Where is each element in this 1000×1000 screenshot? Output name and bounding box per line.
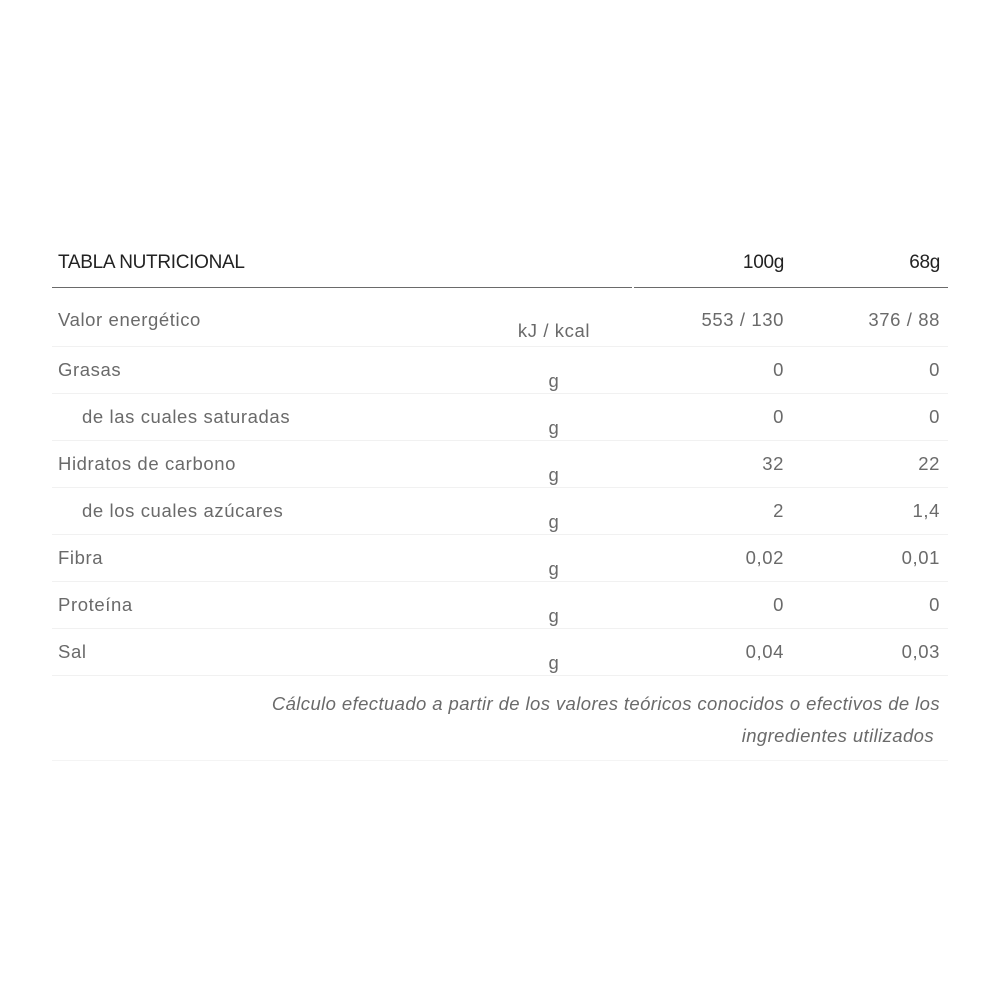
nutrient-name: Proteína [58, 594, 133, 615]
value-per-100g: 0,04 [745, 641, 784, 662]
table-header [52, 240, 948, 288]
value-per-68g: 0,03 [901, 641, 940, 662]
value-per-100g: 0,02 [745, 547, 784, 568]
footnote-line: ingredientes utilizados [741, 725, 934, 746]
table-row: Fibra g 0,02 0,01 [52, 535, 948, 582]
table-row: Valor energético kJ / kcal 553 / 130 376 / 88 [52, 288, 948, 347]
value-per-68g: 1,4 [912, 500, 940, 521]
column-header-68g: 68g [909, 252, 940, 273]
table-row: Grasas g 0 0 [52, 347, 948, 394]
value-per-100g: 0 [773, 594, 784, 615]
value-per-68g: 0,01 [901, 547, 940, 568]
table-row: Hidratos de carbono g 32 22 [52, 441, 948, 488]
value-per-100g: 32 [762, 453, 784, 474]
value-per-68g: 376 / 88 [868, 309, 940, 331]
nutrient-name: Grasas [58, 359, 122, 380]
value-per-68g: 0 [929, 406, 940, 427]
table-title: TABLA NUTRICIONAL [58, 252, 245, 273]
value-per-68g: 22 [918, 453, 940, 474]
value-per-68g: 0 [929, 594, 940, 615]
nutrient-name: Hidratos de carbono [58, 453, 236, 474]
table-row: Sal g 0,04 0,03 [52, 629, 948, 676]
table-row: Proteína g 0 0 [52, 582, 948, 629]
nutrient-name: de los cuales azúcares [82, 500, 284, 521]
footnote [52, 676, 948, 761]
nutrient-name: Valor energético [58, 309, 201, 331]
value-per-68g: 0 [929, 359, 940, 380]
nutrient-name: Fibra [58, 547, 104, 568]
column-header-100g: 100g [742, 252, 784, 273]
value-per-100g: 553 / 130 [701, 309, 784, 331]
table-row: de los cuales azúcares g 2 1,4 [52, 488, 948, 535]
nutrition-table [52, 240, 948, 761]
nutrient-name: de las cuales saturadas [82, 406, 291, 427]
table-row: de las cuales saturadas g 0 0 [52, 394, 948, 441]
value-per-100g: 0 [773, 359, 784, 380]
value-per-100g: 2 [773, 500, 784, 521]
footnote-line: Cálculo efectuado a partir de los valores teóricos conocidos o efectivos de los [271, 693, 940, 714]
value-per-100g: 0 [773, 406, 784, 427]
nutrient-name: Sal [58, 641, 87, 662]
